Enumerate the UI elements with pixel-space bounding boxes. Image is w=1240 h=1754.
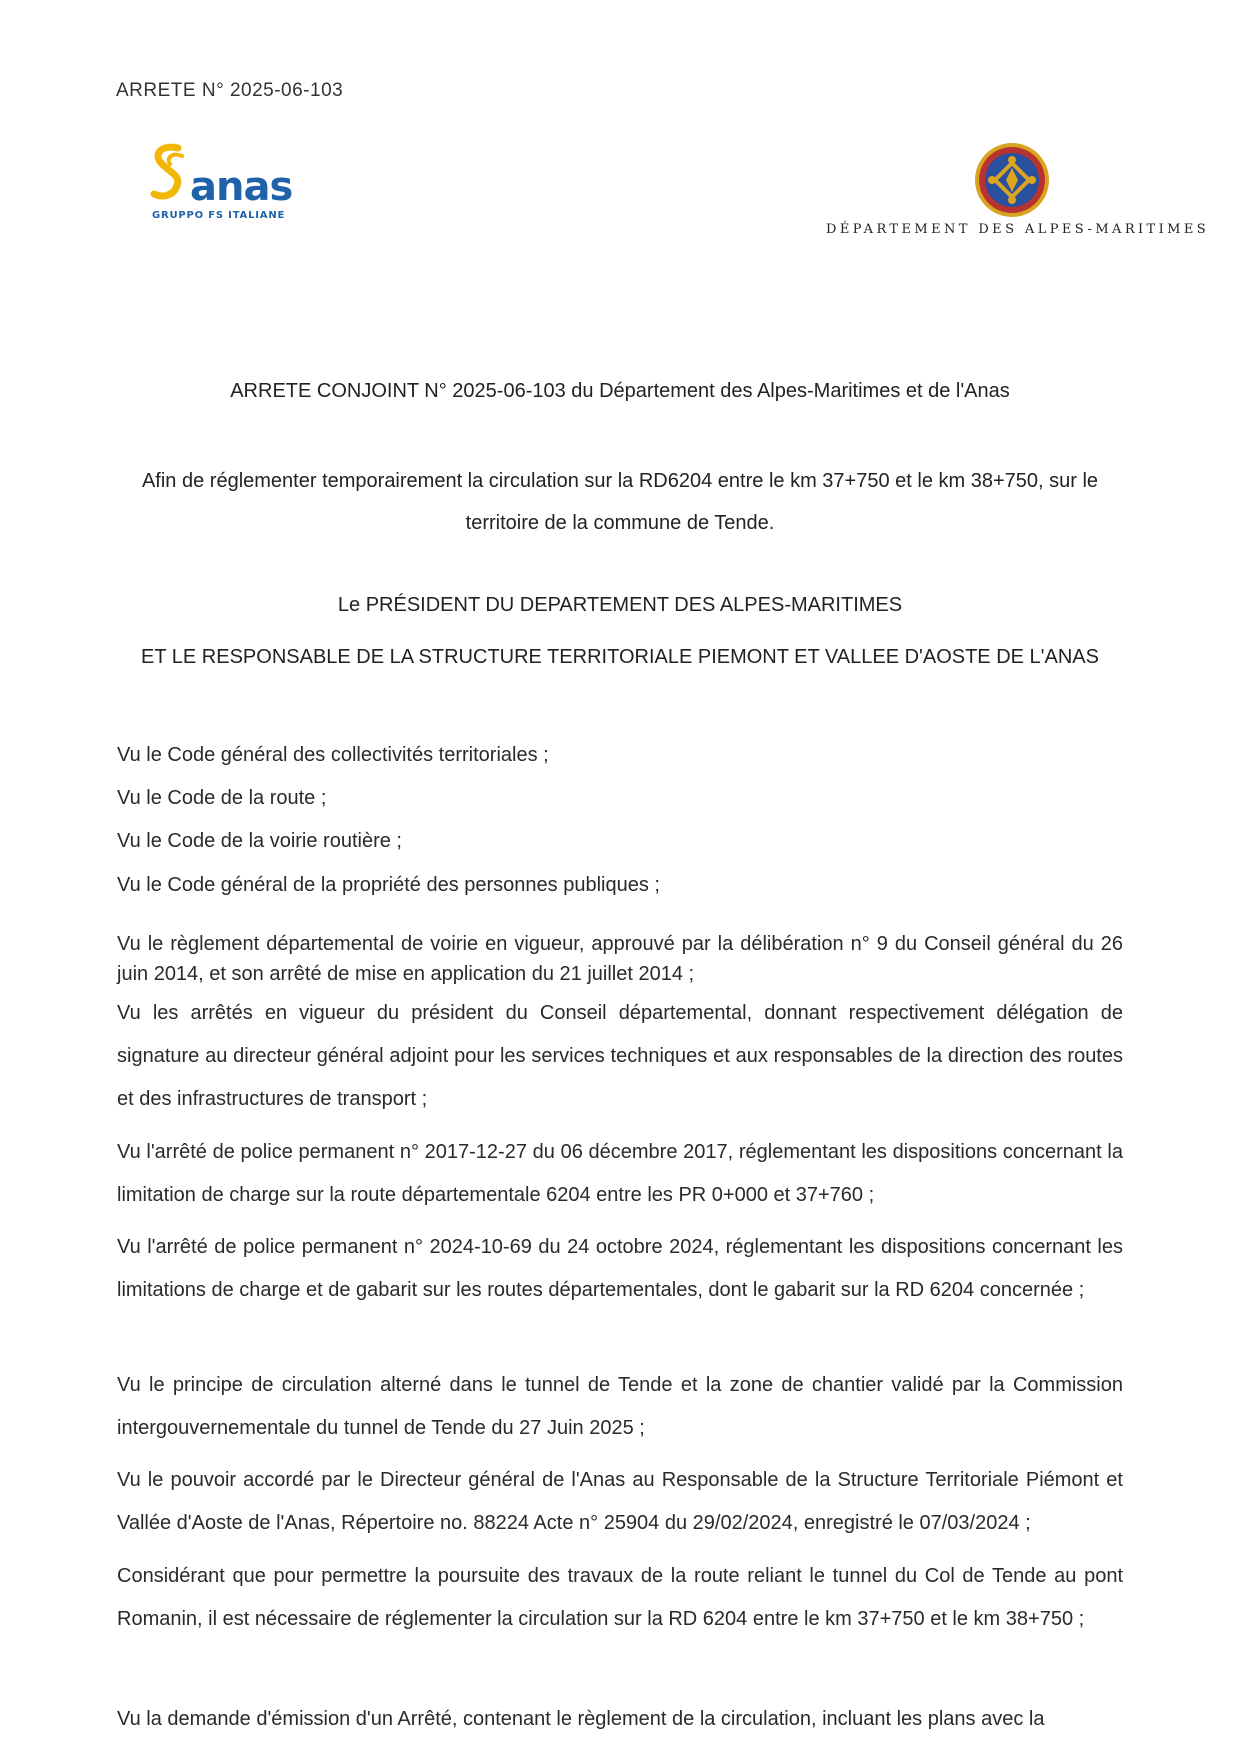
code-item: Vu le Code général des collectivités territoriales ; [117,744,549,766]
code-item: Vu le Code de la voirie routière ; [117,830,402,852]
recital-paragraph: Considérant que pour permettre la poursuite des travaux de la route reliant le tunnel du Col de Tende au pont Romanin, il est nécessaire de réglementer la circulation sur la RD 6204 entre le km 37+750 et le km 38+750 ; [117,1565,1123,1630]
department-seal-icon [972,140,1052,220]
decree-reference: ARRETE N° 2025-06-103 [116,80,344,101]
decree-purpose: Afin de réglementer temporairement la circulation sur la RD6204 entre le km 37+750 et le km 38+750, sur le territoire de la commune de Tende. [141,470,1099,534]
recital-paragraph: Vu la demande d'émission d'un Arrêté, contenant le règlement de la circulation, incluant les plans avec la [117,1708,1045,1730]
code-item: Vu le Code de la route ; [117,787,327,809]
recital-paragraph: Vu le principe de circulation alterné dans le tunnel de Tende et la zone de chantier validé par la Commission intergouvernementale du tunnel de Tende du 27 Juin 2025 ; [117,1374,1123,1439]
recital-paragraph: Vu l'arrêté de police permanent n° 2024-10-69 du 24 octobre 2024, réglementant les dispositions concernant les limitations de charge et de gabarit sur les routes départementales, dont le gabarit sur la RD 6204 concernée ; [117,1236,1123,1301]
department-name: DÉPARTEMENT DES ALPES-MARITIMES [826,222,1210,237]
code-item: Vu le Code général de la propriété des personnes publiques ; [117,874,660,896]
recital-paragraph: Vu le pouvoir accordé par le Directeur général de l'Anas au Responsable de la Structure Territoriale Piémont et Vallée d'Aoste de l'Anas, Répertoire no. 88224 Acte n° 25904 du 29/02/2024, enregistré le 07/03/2024 ; [117,1469,1123,1534]
anas-swirl-icon [148,142,192,208]
decree-title: ARRETE CONJOINT N° 2025-06-103 du Département des Alpes-Maritimes et de l'Anas [230,380,1010,402]
anas-logo-word: anas [190,164,293,210]
authority-line-2: ET LE RESPONSABLE DE LA STRUCTURE TERRITORIALE PIEMONT ET VALLEE D'AOSTE DE L'ANAS [141,646,1099,668]
recital-paragraph: Vu les arrêtés en vigueur du président du Conseil départemental, donnant respectivement délégation de signature au directeur général adjoint pour les services techniques et aux responsables de la direction des routes et des infrastructures de transport ; [117,1002,1123,1110]
recital-paragraph: Vu l'arrêté de police permanent n° 2017-12-27 du 06 décembre 2017, réglementant les dispositions concernant la limitation de charge sur la route départementale 6204 entre les PR 0+000 et 37+760 ; [117,1141,1123,1206]
authority-line-1: Le PRÉSIDENT DU DEPARTEMENT DES ALPES-MARITIMES [337,594,903,616]
anas-logo [148,142,298,226]
recital-paragraph: Vu le règlement départemental de voirie en vigueur, approuvé par la délibération n° 9 du Conseil général du 26 juin 2014, et son arrêté de mise en application du 21 juillet 2014 ; [117,933,1123,985]
anas-logo-tagline: GRUPPO FS ITALIANE [152,210,286,221]
